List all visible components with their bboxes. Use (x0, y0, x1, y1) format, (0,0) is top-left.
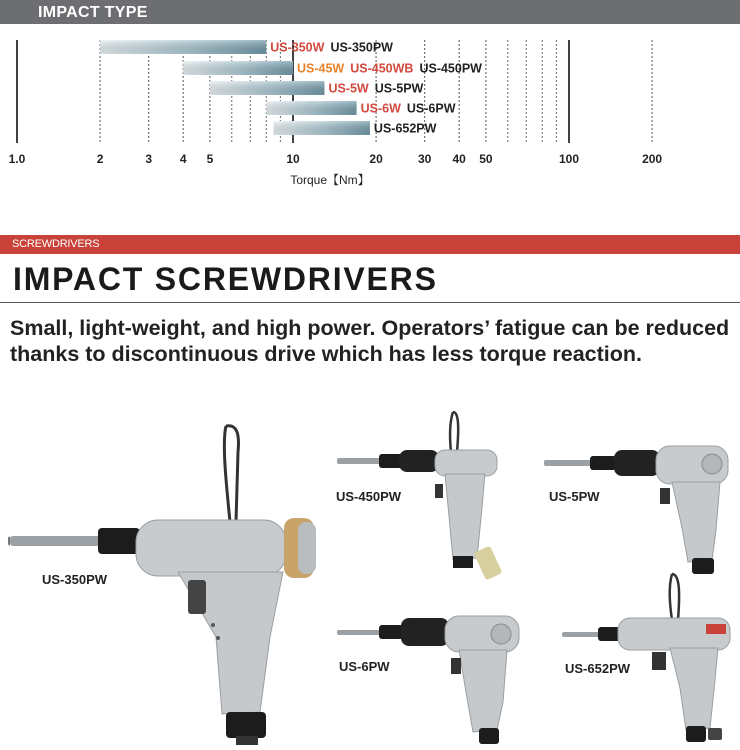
tick-label: 20 (369, 152, 383, 166)
page-description: Small, light-weight, and high power. Operators’ fatigue can be reduced thanks to discontinuous drive which has less torque reaction. (10, 316, 730, 366)
model-label: US-450PW (419, 61, 482, 76)
model-label: US-5PW (374, 81, 424, 96)
model-label: US-450WB (350, 61, 414, 76)
torque-range-bar-shade (210, 81, 325, 95)
model-label-row (374, 122, 437, 136)
torque-range-bar-shade (183, 61, 293, 75)
tick-label: 50 (479, 152, 493, 166)
page-title: IMPACT SCREWDRIVERS (13, 261, 438, 297)
model-label: US-350W (270, 40, 325, 55)
model-label: US-350PW (330, 40, 393, 55)
torque-range-bar-shade (274, 121, 370, 135)
category-bar (0, 235, 740, 254)
us-5pw-label: US-5PW (549, 489, 600, 504)
us-450pw-label: US-450PW (336, 489, 402, 504)
torque-range-chart (0, 30, 740, 190)
us-350pw-label: US-350PW (42, 572, 108, 587)
tick-label: 30 (418, 152, 432, 166)
tick-label: 5 (206, 152, 214, 166)
title-divider (0, 302, 740, 303)
us-6pw-image (335, 612, 525, 747)
model-label: US-5W (328, 81, 369, 96)
us-6pw-label: US-6PW (339, 659, 390, 674)
section-header-title: IMPACT TYPE (38, 4, 148, 21)
tick-label: 2 (96, 152, 104, 166)
model-label-row (328, 82, 423, 96)
us-652pw-image (560, 570, 738, 748)
model-label: US-45W (297, 61, 345, 76)
section-header (0, 0, 740, 24)
torque-range-bar-shade (100, 40, 266, 54)
tick-label: 200 (642, 152, 663, 166)
tick-label: 3 (145, 152, 153, 166)
tick-label: 4 (179, 152, 187, 166)
chart-xlabel: Torque【Nm】 (290, 173, 370, 187)
model-label: US-652PW (373, 121, 437, 136)
tick-label: 100 (558, 152, 580, 166)
us-652pw-label: US-652PW (565, 661, 631, 676)
model-label: US-6W (360, 101, 401, 116)
model-label-row (297, 62, 482, 76)
model-label-row (270, 41, 393, 55)
tick-label: 10 (286, 152, 300, 166)
tick-label: 40 (452, 152, 466, 166)
us-5pw-image (542, 440, 737, 580)
category-label: SCREWDRIVERS (12, 238, 100, 250)
tick-label: 1.0 (8, 152, 26, 166)
model-label: US-6PW (406, 101, 456, 116)
torque-range-bar-shade (266, 101, 356, 115)
model-label-row (361, 102, 456, 116)
